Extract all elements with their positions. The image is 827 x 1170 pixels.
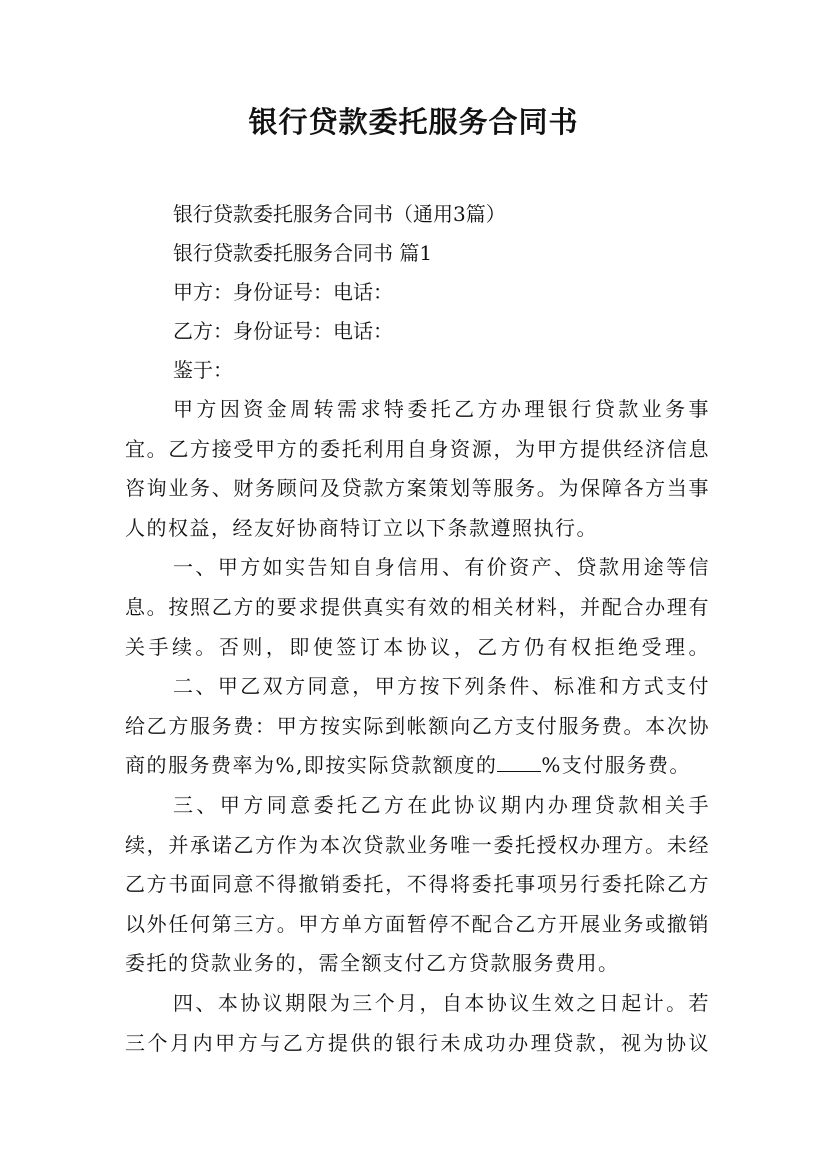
clause-1-paragraph: 一、甲方如实告知自身信用、有价资产、贷款用途等信息。按照乙方的要求提供真实有效的相关材料，并配合办理有关手续。否则，即使签订本协议，乙方仍有权拒绝受理。	[125, 555, 710, 659]
clause-2-paragraph	[125, 667, 710, 786]
document-title: 银行贷款委托服务合同书	[248, 105, 579, 139]
intro-paragraph: 甲方因资金周转需求特委托乙方办理银行贷款业务事宜。乙方接受甲方的委托利用自身资源，为甲方提供经济信息咨询业务、财务顾问及贷款方案策划等服务。为保障各方当事人的权益，经友好协商特订立以下条款遵照执行。	[125, 397, 710, 540]
whereas-line: 鉴于：	[173, 358, 233, 382]
fee-rate-blank	[497, 753, 541, 772]
chapter-heading: 银行贷款委托服务合同书 篇1	[173, 241, 433, 265]
clause-3-paragraph: 三、甲方同意委托乙方在此协议期内办理贷款相关手续，并承诺乙方作为本次贷款业务唯一委托授权办理方。未经乙方书面同意不得撤销委托，不得将委托事项另行委托除乙方以外任何第三方。甲方单方面暂停不配合乙方开展业务或撤销委托的贷款业务的，需全额支付乙方贷款服务费用。	[125, 792, 710, 976]
clause-2-text-after: %支付服务费。	[541, 753, 691, 778]
clause-4-paragraph: 四、本协议期限为三个月，自本协议生效之日起计。若三个月内甲方与乙方提供的银行未成功办理贷款，视为协议	[125, 990, 710, 1055]
party-b-line: 乙方：身份证号：电话：	[173, 319, 393, 343]
clause-2-text-before: 二、甲乙双方同意，甲方按下列条件、标准和方式支付给乙方服务费：甲方按实际到帐额向乙方支付服务费。本次协商的服务费率为%,即按实际贷款额度的	[125, 674, 710, 778]
party-a-line: 甲方：身份证号：电话：	[173, 280, 393, 304]
subtitle-line: 银行贷款委托服务合同书（通用3篇）	[173, 202, 506, 226]
document-body	[125, 195, 710, 1063]
